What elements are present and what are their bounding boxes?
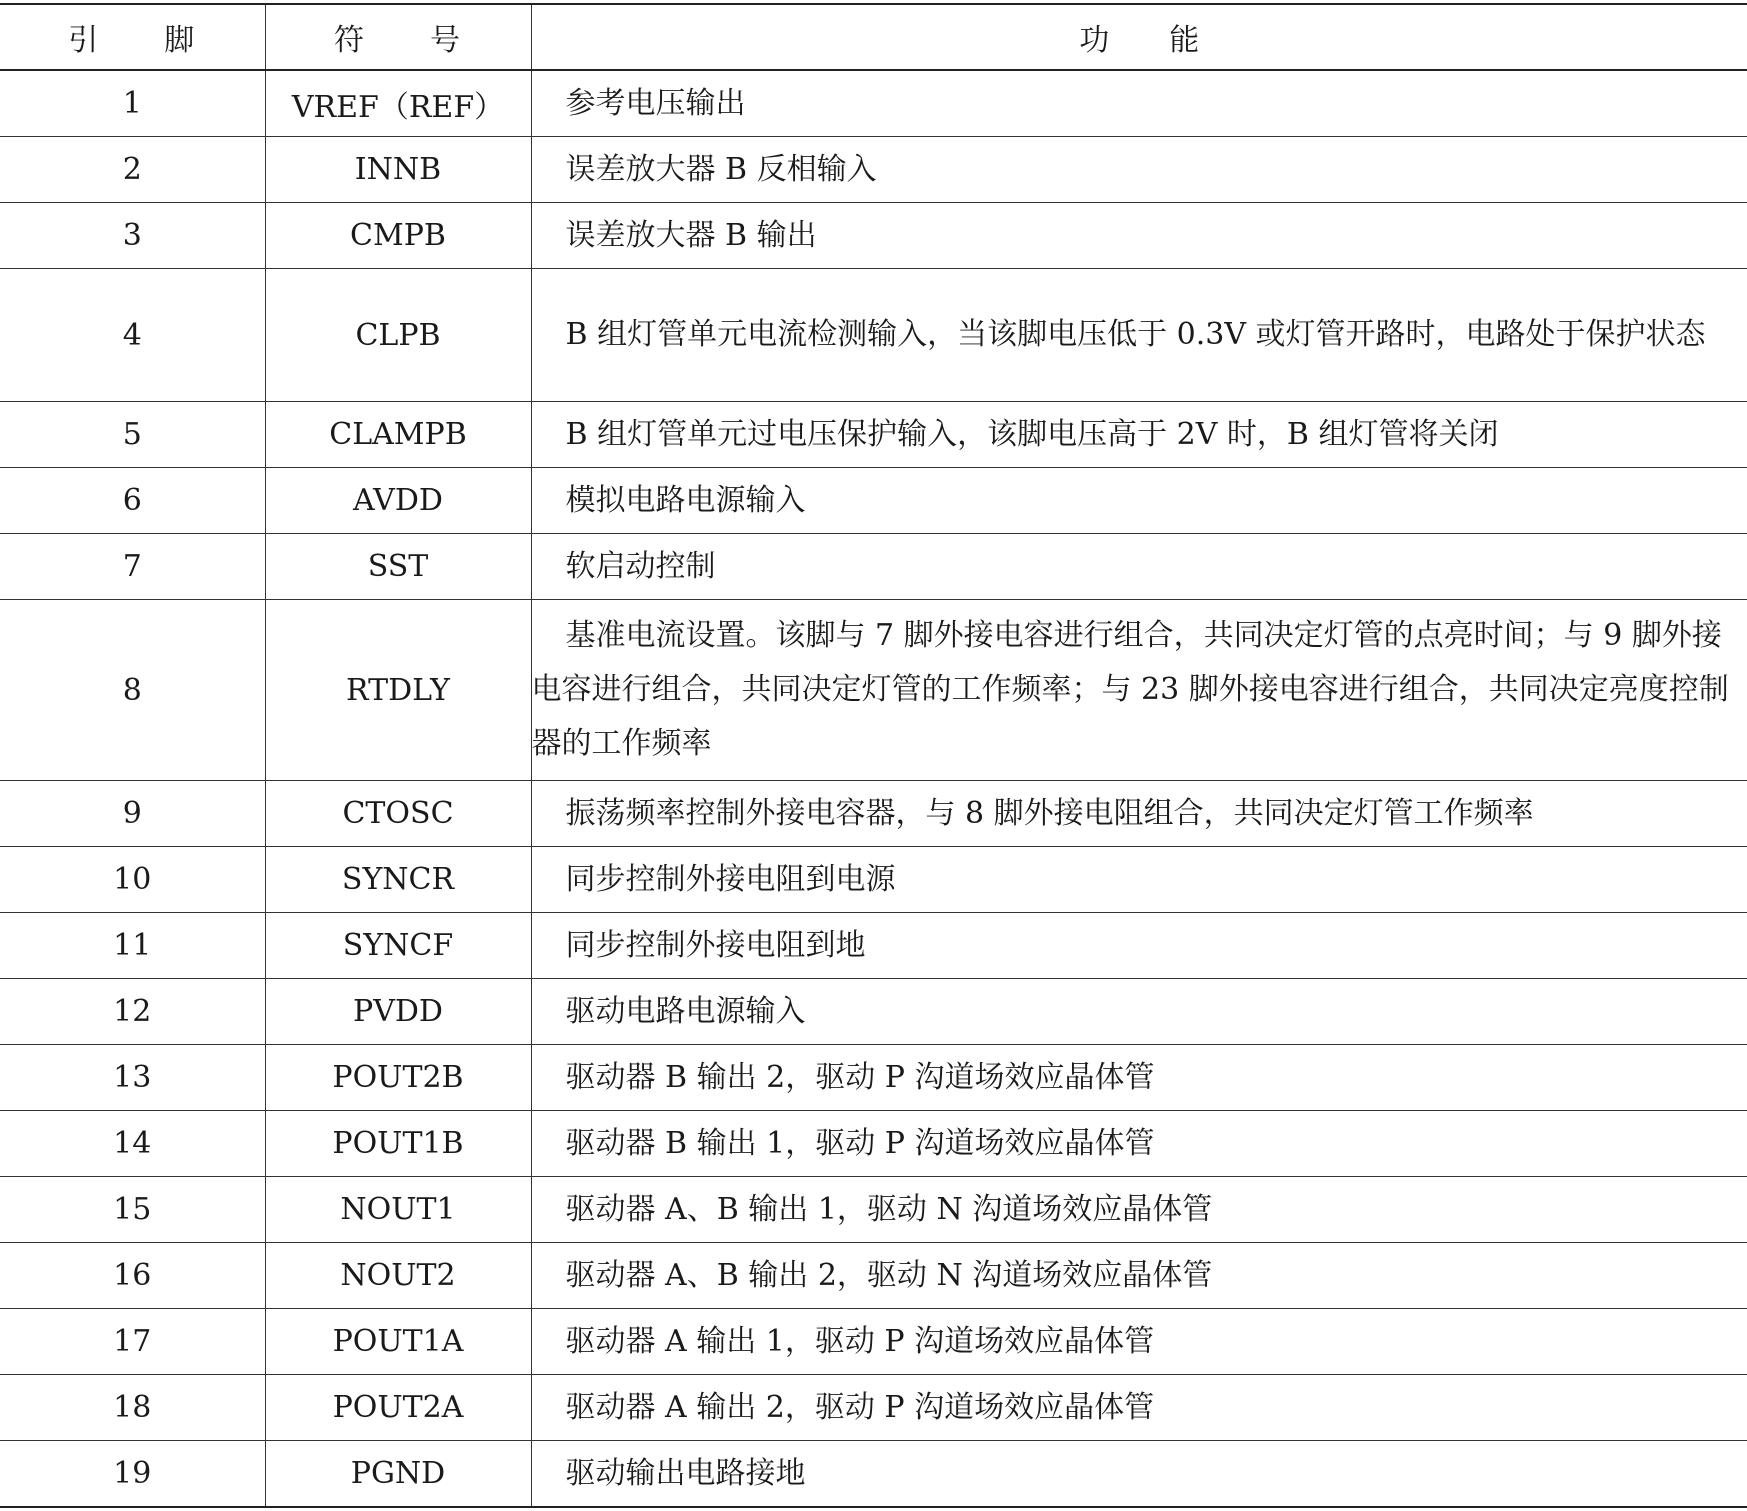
- table-row: [0, 1375, 1747, 1441]
- pin-function: 驱动器 A、B 输出 2，驱动 N 沟道场效应晶体管: [531, 1243, 1747, 1309]
- pin-function: 驱动器 B 输出 2，驱动 P 沟道场效应晶体管: [531, 1045, 1747, 1111]
- pin-symbol: RTDLY: [265, 600, 531, 781]
- table-row: [0, 534, 1747, 600]
- pin-function: 基准电流设置。该脚与 7 脚外接电容进行组合，共同决定灯管的点亮时间；与 9 脚外接电容进行组合，共同决定灯管的工作频率；与 23 脚外接电容进行组合，共同决定亮度控制器的工作频率: [531, 600, 1747, 781]
- table-row: [0, 203, 1747, 269]
- pin-number: 11: [0, 913, 265, 979]
- header-pin: 引 脚: [0, 4, 265, 70]
- table-row: [0, 847, 1747, 913]
- pin-number: 2: [0, 137, 265, 203]
- pin-number: 16: [0, 1243, 265, 1309]
- pin-function: 软启动控制: [531, 534, 1747, 600]
- pin-function: 振荡频率控制外接电容器，与 8 脚外接电阻组合，共同决定灯管工作频率: [531, 781, 1747, 847]
- pin-number: 7: [0, 534, 265, 600]
- pin-number: 4: [0, 269, 265, 402]
- pin-number: 1: [0, 70, 265, 137]
- pin-symbol: NOUT2: [265, 1243, 531, 1309]
- table-row: [0, 269, 1747, 402]
- pin-symbol: POUT2B: [265, 1045, 531, 1111]
- pin-symbol: VREF（REF）: [265, 70, 531, 137]
- pin-number: 15: [0, 1177, 265, 1243]
- pin-symbol: SYNCF: [265, 913, 531, 979]
- pin-number: 5: [0, 402, 265, 468]
- pin-function: B 组灯管单元电流检测输入，当该脚电压低于 0.3V 或灯管开路时，电路处于保护状态: [531, 269, 1747, 402]
- pin-symbol: POUT2A: [265, 1375, 531, 1441]
- pin-function: 误差放大器 B 输出: [531, 203, 1747, 269]
- table-row: [0, 1045, 1747, 1111]
- header-symbol: 符 号: [265, 4, 531, 70]
- pin-symbol: CMPB: [265, 203, 531, 269]
- pin-function: 驱动器 B 输出 1，驱动 P 沟道场效应晶体管: [531, 1111, 1747, 1177]
- pin-number: 17: [0, 1309, 265, 1375]
- table-row: [0, 913, 1747, 979]
- pin-function: 模拟电路电源输入: [531, 468, 1747, 534]
- pin-function-table: [0, 3, 1747, 1508]
- pin-function: 同步控制外接电阻到电源: [531, 847, 1747, 913]
- pin-symbol: CLPB: [265, 269, 531, 402]
- pin-symbol: POUT1A: [265, 1309, 531, 1375]
- table-row: [0, 1243, 1747, 1309]
- pin-symbol: INNB: [265, 137, 531, 203]
- pin-symbol: PVDD: [265, 979, 531, 1045]
- table-row: [0, 1111, 1747, 1177]
- pin-number: 10: [0, 847, 265, 913]
- table-row: [0, 600, 1747, 781]
- pin-function: 驱动器 A 输出 2，驱动 P 沟道场效应晶体管: [531, 1375, 1747, 1441]
- pin-symbol: CTOSC: [265, 781, 531, 847]
- pin-symbol: POUT1B: [265, 1111, 531, 1177]
- pin-symbol: SST: [265, 534, 531, 600]
- pin-function: 同步控制外接电阻到地: [531, 913, 1747, 979]
- pin-symbol: PGND: [265, 1441, 531, 1508]
- pin-number: 13: [0, 1045, 265, 1111]
- pin-function: 驱动输出电路接地: [531, 1441, 1747, 1508]
- pin-number: 3: [0, 203, 265, 269]
- pin-symbol: AVDD: [265, 468, 531, 534]
- table-row: [0, 1441, 1747, 1508]
- pin-number: 12: [0, 979, 265, 1045]
- pin-symbol: SYNCR: [265, 847, 531, 913]
- pin-function: B 组灯管单元过电压保护输入，该脚电压高于 2V 时，B 组灯管将关闭: [531, 402, 1747, 468]
- pin-function: 误差放大器 B 反相输入: [531, 137, 1747, 203]
- pin-number: 18: [0, 1375, 265, 1441]
- table-row: [0, 1309, 1747, 1375]
- pin-function: 驱动器 A、B 输出 1，驱动 N 沟道场效应晶体管: [531, 1177, 1747, 1243]
- table-header-row: [0, 4, 1747, 70]
- pin-number: 8: [0, 600, 265, 781]
- pin-number: 9: [0, 781, 265, 847]
- pin-number: 6: [0, 468, 265, 534]
- table-row: [0, 137, 1747, 203]
- pin-function: 驱动器 A 输出 1，驱动 P 沟道场效应晶体管: [531, 1309, 1747, 1375]
- pin-number: 19: [0, 1441, 265, 1508]
- table-row: [0, 402, 1747, 468]
- table-row: [0, 1177, 1747, 1243]
- pin-number: 14: [0, 1111, 265, 1177]
- table-row: [0, 979, 1747, 1045]
- pin-symbol: NOUT1: [265, 1177, 531, 1243]
- table-row: [0, 70, 1747, 137]
- table-row: [0, 781, 1747, 847]
- pin-symbol: CLAMPB: [265, 402, 531, 468]
- table-row: [0, 468, 1747, 534]
- header-function: 功 能: [531, 4, 1747, 70]
- pin-function: 参考电压输出: [531, 70, 1747, 137]
- pin-function: 驱动电路电源输入: [531, 979, 1747, 1045]
